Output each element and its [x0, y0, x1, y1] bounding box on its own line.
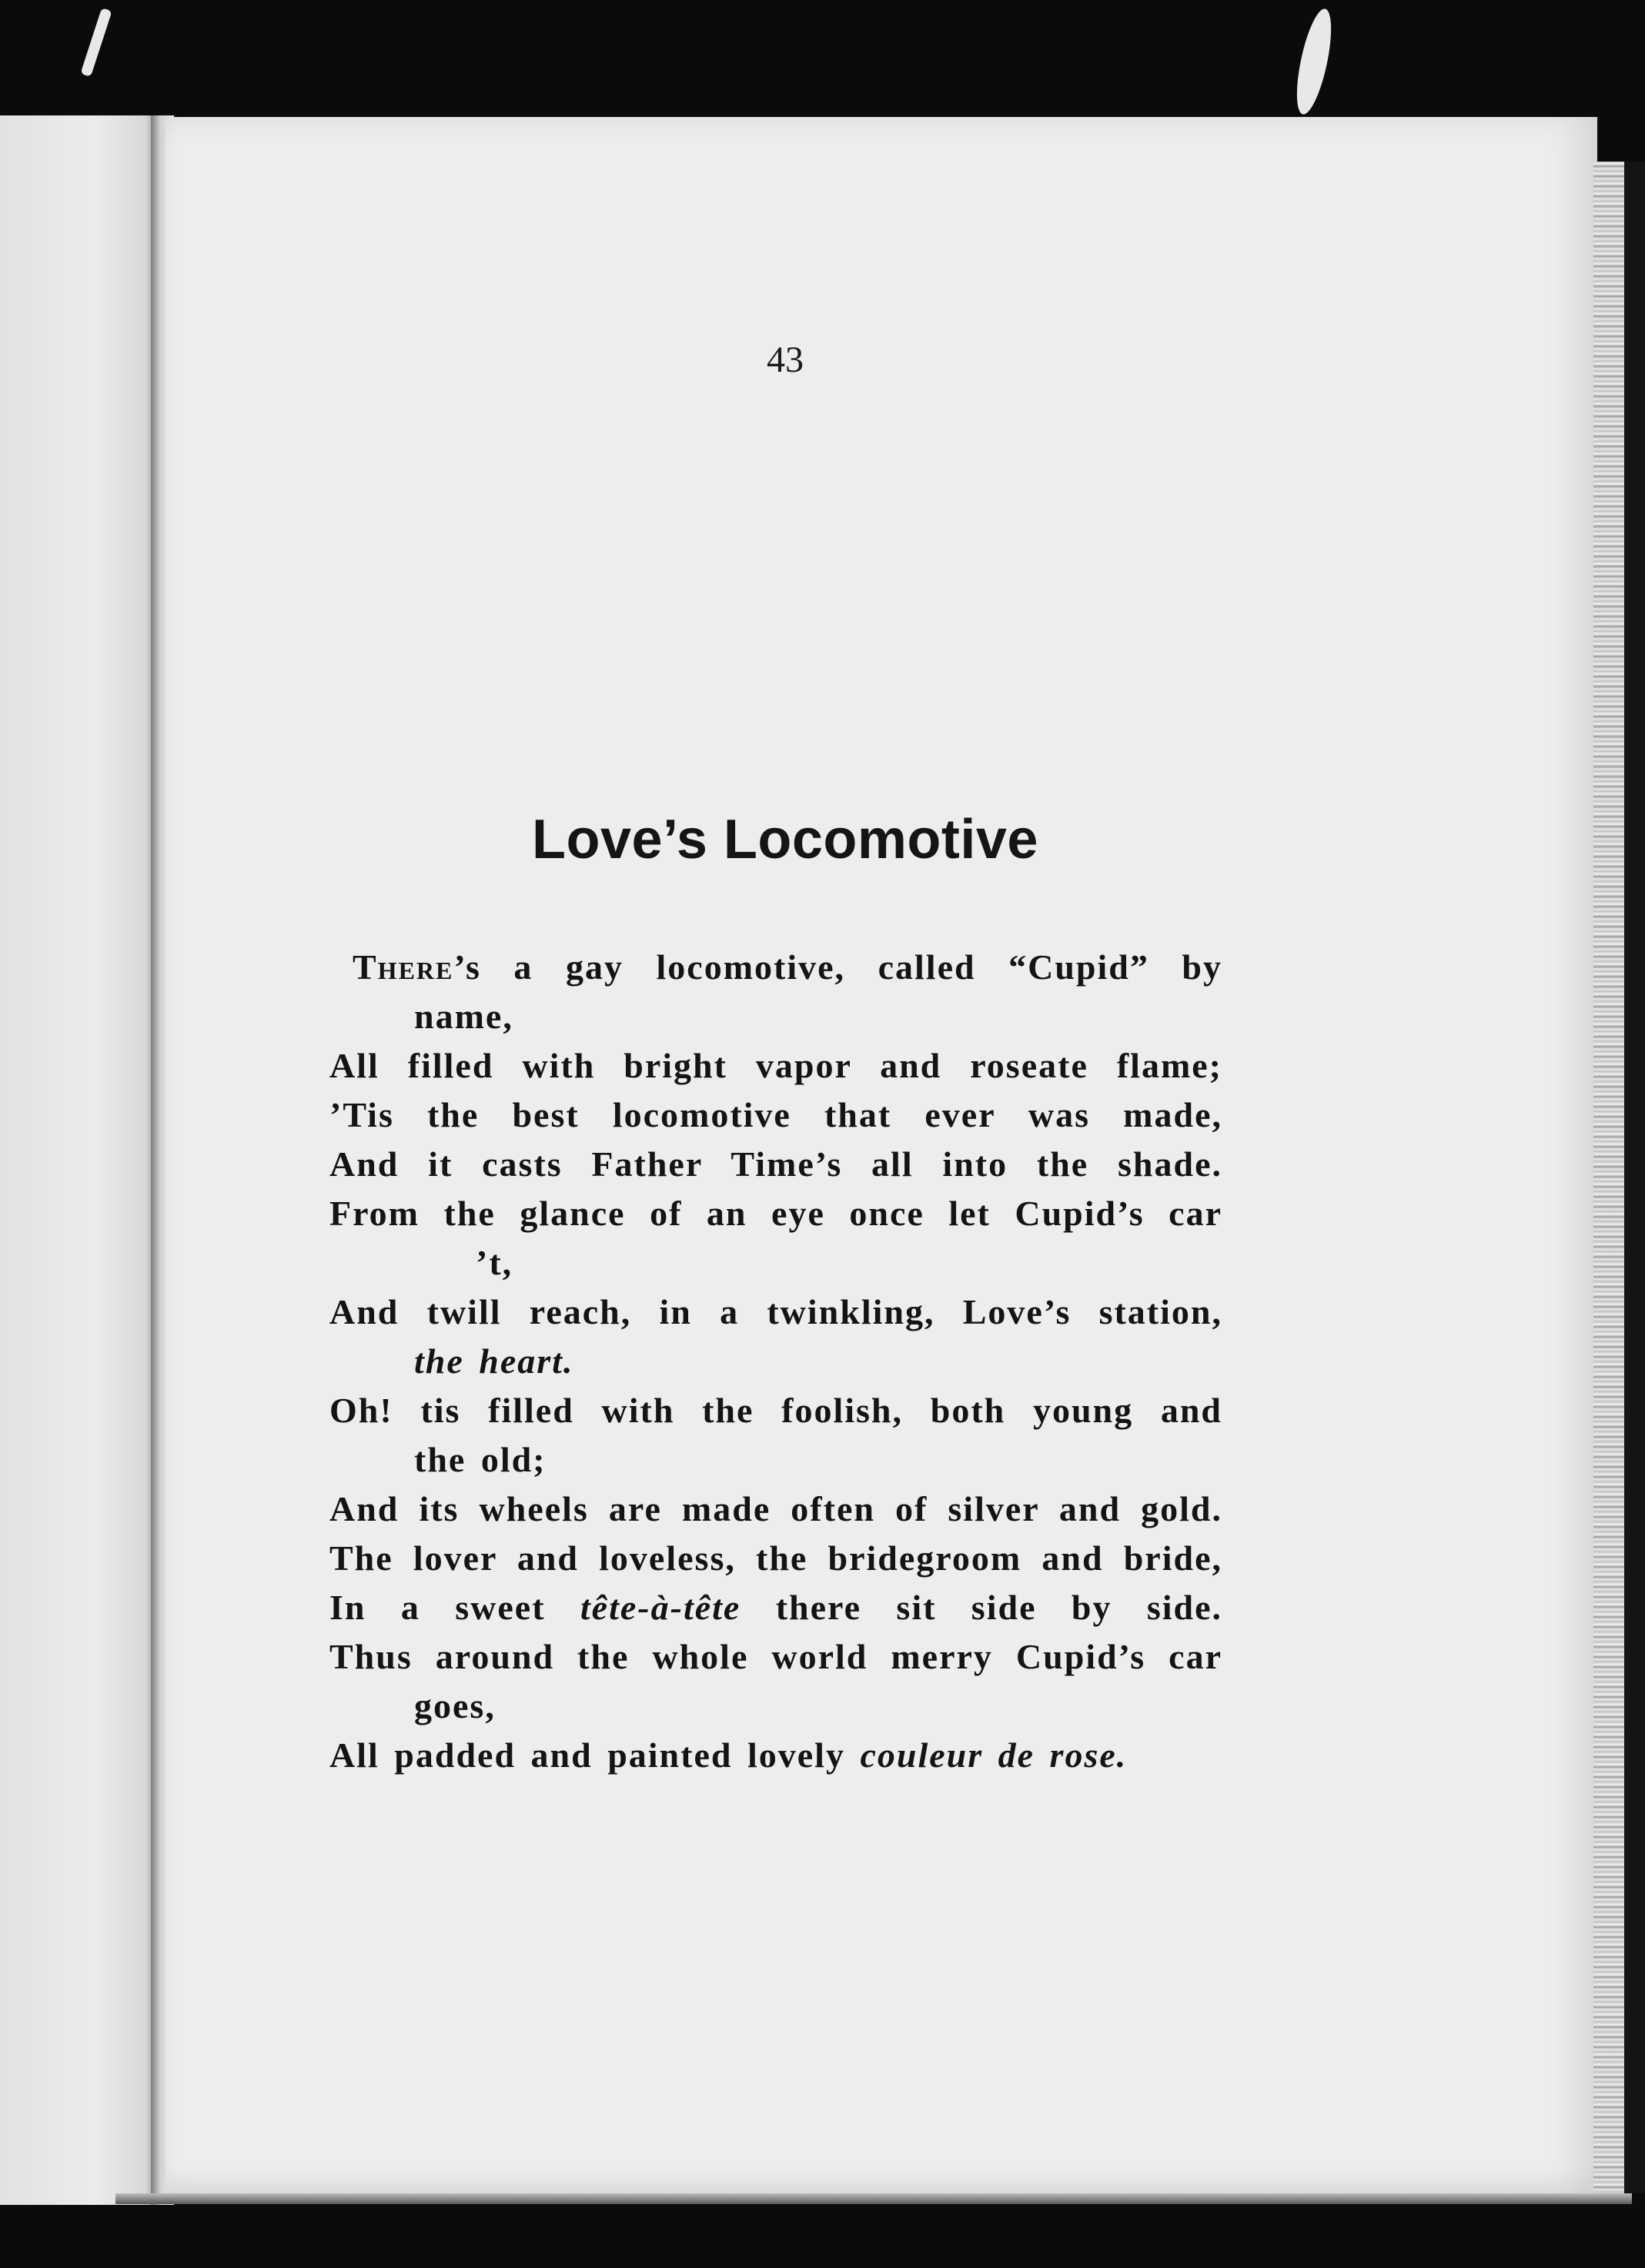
poem-line-continuation — [329, 1337, 1222, 1386]
poem-line: And its wheels are made often of silver and gold. — [329, 1489, 1222, 1528]
poem-line — [329, 1583, 1222, 1632]
poem-line-text: In a sweet — [329, 1588, 546, 1627]
poem-title: Love’s Locomotive — [532, 809, 1038, 870]
poem-body — [329, 943, 1222, 1780]
page-bottom-edge — [115, 2193, 1632, 2204]
drop-word: There — [353, 947, 454, 987]
italic-phrase: the heart. — [414, 1341, 574, 1381]
scan-artifact — [1290, 6, 1338, 117]
poem-line-continuation: ’t, — [476, 1243, 513, 1282]
poem-line — [329, 943, 1222, 992]
poem-line — [329, 1731, 1222, 1780]
poem-line: Thus around the whole world merry Cupid’s car — [329, 1637, 1222, 1676]
page-number: 43 — [767, 339, 804, 380]
poem-line: Oh! tis filled with the foolish, both young and — [329, 1391, 1222, 1430]
poem-line-text: All padded and painted lovely — [329, 1735, 845, 1775]
poem-line-continuation: name, — [414, 997, 513, 1036]
poem-line-text: there sit side by side. — [775, 1588, 1223, 1627]
italic-phrase: tête-à-tête — [580, 1588, 741, 1627]
poem-line: All filled with bright vapor and roseate flame; — [329, 1046, 1222, 1085]
poem-line: The lover and loveless, the bridegroom and bride, — [329, 1538, 1222, 1578]
italic-phrase: couleur de rose. — [860, 1735, 1128, 1775]
scan-artifact — [80, 8, 112, 77]
poem-line-text: ’s a gay locomotive, called “Cupid” by — [453, 947, 1222, 987]
poem-line: And twill reach, in a twinkling, Love’s station, — [329, 1292, 1222, 1331]
left-facing-page — [0, 115, 158, 2205]
poem-line-continuation: goes, — [414, 1686, 496, 1725]
poem-line: ’Tis the best locomotive that ever was made, — [329, 1095, 1222, 1134]
poem-line-continuation: the old; — [414, 1440, 547, 1479]
poem-line: And it casts Father Time’s all into the shade. — [329, 1144, 1222, 1184]
poem-line: From the glance of an eye once let Cupid’s car — [329, 1194, 1222, 1233]
scan-border — [1624, 162, 1645, 2193]
